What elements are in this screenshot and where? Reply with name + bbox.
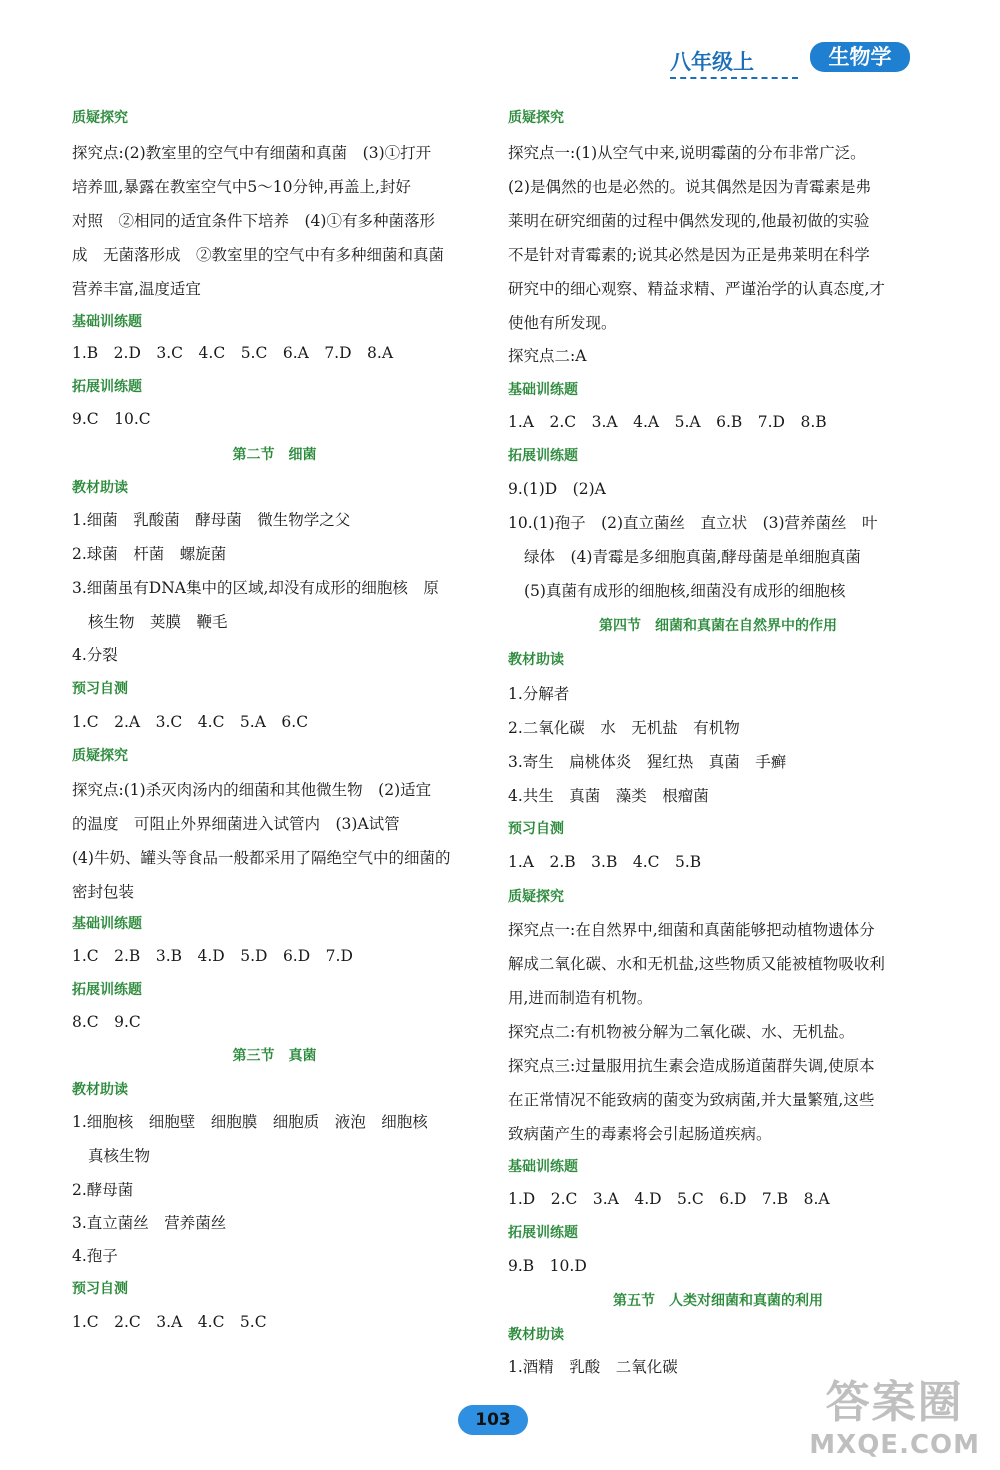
answer-line: 1.D 2.C 3.A 4.D 5.C 6.D 7.B 8.A bbox=[508, 1190, 830, 1208]
answer-line: 莱明在研究细菌的过程中偶然发现的,他最初做的实验 bbox=[508, 212, 870, 230]
answer-line: 1.C 2.C 3.A 4.C 5.C bbox=[72, 1313, 267, 1331]
answer-line: 使他有所发现。 bbox=[508, 314, 617, 332]
section-heading: 第四节 细菌和真菌在自然界中的作用 bbox=[599, 618, 837, 634]
answer-line: 探究点:(2)教室里的空气中有细菌和真菌 (3)①打开 bbox=[72, 144, 432, 162]
answer-line: 4.分裂 bbox=[72, 646, 118, 664]
answer-line: 3.细菌虽有DNA集中的区域,却没有成形的细胞核 原 bbox=[72, 579, 439, 597]
answer-line: 1.A 2.B 3.B 4.C 5.B bbox=[508, 853, 702, 871]
page-header bbox=[670, 40, 910, 80]
section-label: 基础训练题 bbox=[508, 382, 578, 398]
answer-line: 1.细胞核 细胞壁 细胞膜 细胞质 液泡 细胞核 bbox=[72, 1113, 428, 1131]
section-label: 质疑探究 bbox=[72, 110, 128, 126]
answer-line: 用,进而制造有机物。 bbox=[508, 989, 653, 1007]
answer-line: 1.分解者 bbox=[508, 685, 570, 703]
answer-line: 探究点:(1)杀灭肉汤内的细菌和其他微生物 (2)适宜 bbox=[72, 781, 432, 799]
answer-line: 探究点二:有机物被分解为二氧化碳、水、无机盐。 bbox=[508, 1023, 855, 1041]
answer-line: 在正常情况不能致病的菌变为致病菌,并大量繁殖,这些 bbox=[508, 1091, 875, 1109]
section-label: 基础训练题 bbox=[508, 1159, 578, 1175]
answer-line: 密封包装 bbox=[72, 883, 135, 901]
section-label: 基础训练题 bbox=[72, 314, 142, 330]
answer-line: 3.寄生 扁桃体炎 猩红热 真菌 手癣 bbox=[508, 753, 787, 771]
section-label: 预习自测 bbox=[508, 821, 564, 837]
section-label: 教材助读 bbox=[508, 652, 564, 668]
answer-line: (2)是偶然的也是必然的。说其偶然是因为青霉素是弗 bbox=[508, 178, 871, 196]
answer-line: 探究点一:在自然界中,细菌和真菌能够把动植物遗体分 bbox=[508, 921, 875, 939]
answer-line: 9.(1)D (2)A bbox=[508, 480, 606, 498]
answer-line: 不是针对青霉素的;说其必然是因为正是弗莱明在科学 bbox=[508, 246, 870, 264]
answer-line: 解成二氧化碳、水和无机盐,这些物质又能被植物吸收利 bbox=[508, 955, 885, 973]
section-label: 拓展训练题 bbox=[72, 982, 142, 998]
answer-line: (5)真菌有成形的细胞核,细菌没有成形的细胞核 bbox=[524, 582, 846, 600]
section-label: 质疑探究 bbox=[508, 110, 564, 126]
section-label: 拓展训练题 bbox=[508, 1225, 578, 1241]
section-label: 预习自测 bbox=[72, 1281, 128, 1297]
section-label: 质疑探究 bbox=[72, 748, 128, 764]
section-label: 预习自测 bbox=[72, 681, 128, 697]
answer-line: 1.细菌 乳酸菌 酵母菌 微生物学之父 bbox=[72, 511, 351, 529]
answer-line: 探究点一:(1)从空气中来,说明霉菌的分布非常广泛。 bbox=[508, 144, 866, 162]
answer-line: 2.二氧化碳 水 无机盐 有机物 bbox=[508, 719, 740, 737]
answer-line: 9.B 10.D bbox=[508, 1257, 587, 1275]
header-divider bbox=[670, 77, 798, 79]
answer-line: 真核生物 bbox=[88, 1147, 151, 1165]
answer-line: 的温度 可阻止外界细菌进入试管内 (3)A试管 bbox=[72, 815, 400, 833]
watermark-logo: 答案圈 MXQE.COM bbox=[809, 1377, 980, 1460]
answer-line: 1.C 2.B 3.B 4.D 5.D 6.D 7.D bbox=[72, 947, 353, 965]
answer-line: 对照 ②相同的适宜条件下培养 (4)①有多种菌落形 bbox=[72, 212, 435, 230]
section-heading: 第三节 真菌 bbox=[232, 1048, 317, 1064]
section-label: 教材助读 bbox=[72, 1082, 128, 1098]
answer-line: 1.B 2.D 3.C 4.C 5.C 6.A 7.D 8.A bbox=[72, 344, 394, 362]
answer-line: 2.酵母菌 bbox=[72, 1181, 134, 1199]
answer-line: 探究点二:A bbox=[508, 347, 587, 365]
answer-line: 营养丰富,温度适宜 bbox=[72, 280, 201, 298]
section-label: 质疑探究 bbox=[508, 889, 564, 905]
answer-line: 2.球菌 杆菌 螺旋菌 bbox=[72, 545, 227, 563]
section-label: 基础训练题 bbox=[72, 916, 142, 932]
page-number: 103 bbox=[458, 1405, 528, 1435]
answer-line: 3.直立菌丝 营养菌丝 bbox=[72, 1214, 227, 1232]
answer-line: 探究点三:过量服用抗生素会造成肠道菌群失调,使原本 bbox=[508, 1057, 875, 1075]
answer-line: 4.孢子 bbox=[72, 1247, 118, 1265]
answer-line: 10.(1)孢子 (2)直立菌丝 直立状 (3)营养菌丝 叶 bbox=[508, 514, 878, 532]
section-label: 拓展训练题 bbox=[508, 448, 578, 464]
answer-line: 致病菌产生的毒素将会引起肠道疾病。 bbox=[508, 1125, 772, 1143]
section-heading: 第五节 人类对细菌和真菌的利用 bbox=[613, 1293, 823, 1309]
answer-line: 成 无菌落形成 ②教室里的空气中有多种细菌和真菌 bbox=[72, 246, 445, 264]
answer-line: 4.共生 真菌 藻类 根瘤菌 bbox=[508, 787, 709, 805]
answer-line: 1.C 2.A 3.C 4.C 5.A 6.C bbox=[72, 713, 309, 731]
answer-line: 1.酒精 乳酸 二氧化碳 bbox=[508, 1358, 678, 1376]
section-label: 教材助读 bbox=[508, 1327, 564, 1343]
answer-line: 研究中的细心观察、精益求精、严谨治学的认真态度,才 bbox=[508, 280, 885, 298]
answer-line: 1.A 2.C 3.A 4.A 5.A 6.B 7.D 8.B bbox=[508, 413, 827, 431]
answer-line: 9.C 10.C bbox=[72, 410, 151, 428]
answer-line: 核生物 荚膜 鞭毛 bbox=[88, 613, 228, 631]
subject-badge: 生物学 bbox=[810, 42, 910, 72]
answer-line: (4)牛奶、罐头等食品一般都采用了隔绝空气中的细菌的 bbox=[72, 849, 451, 867]
section-heading: 第二节 细菌 bbox=[232, 447, 317, 463]
answer-line: 培养皿,暴露在教室空气中5～10分钟,再盖上,封好 bbox=[72, 178, 411, 196]
section-label: 教材助读 bbox=[72, 480, 128, 496]
grade-label: 八年级上 bbox=[670, 50, 754, 74]
answer-line: 绿体 (4)青霉是多细胞真菌,酵母菌是单细胞真菌 bbox=[524, 548, 861, 566]
answer-line: 8.C 9.C bbox=[72, 1013, 141, 1031]
section-label: 拓展训练题 bbox=[72, 379, 142, 395]
